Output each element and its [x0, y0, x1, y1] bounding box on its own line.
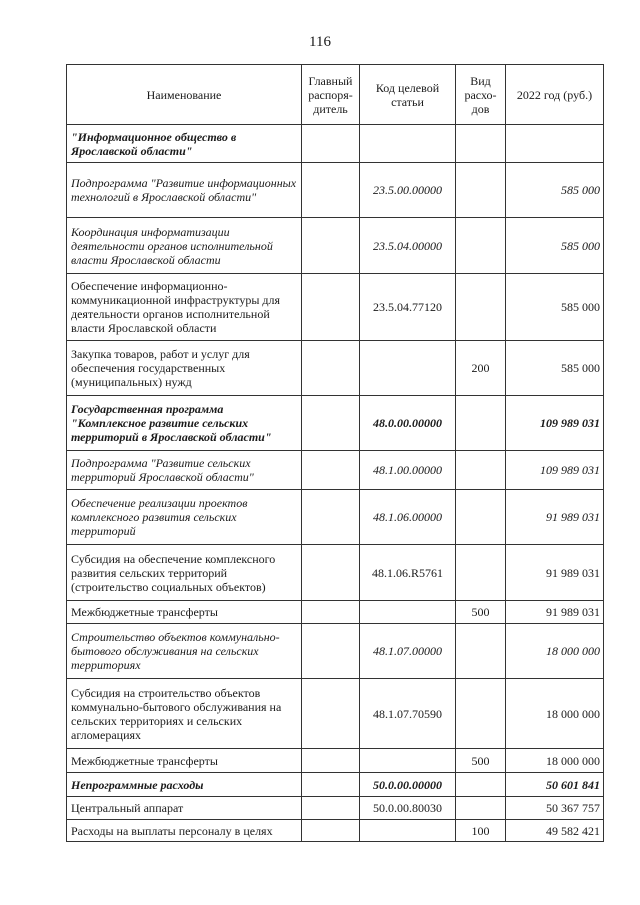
- row-vid: [456, 545, 506, 601]
- row-manager: [302, 163, 360, 218]
- table-row: [67, 624, 604, 679]
- row-vid: 500: [456, 749, 506, 773]
- row-name: Государственная программа "Комплексное развитие сельских территорий в Ярославской области": [67, 396, 302, 451]
- table-row: [67, 797, 604, 820]
- table-row: [67, 274, 604, 341]
- row-sum: 109 989 031: [506, 396, 604, 451]
- row-sum: 109 989 031: [506, 451, 604, 490]
- row-code: [360, 749, 456, 773]
- row-vid: [456, 218, 506, 274]
- row-name: Закупка товаров, работ и услуг для обеспечения государственных (муниципальных) нужд: [67, 341, 302, 396]
- row-vid: 100: [456, 820, 506, 842]
- header-year: 2022 год (руб.): [506, 65, 604, 125]
- row-vid: [456, 396, 506, 451]
- row-name: Подпрограмма "Развитие информационных технологий в Ярославской области": [67, 163, 302, 218]
- header-target-code: Код целевой статьи: [360, 65, 456, 125]
- row-manager: [302, 797, 360, 820]
- table-row: [67, 341, 604, 396]
- table-row: [67, 125, 604, 163]
- row-manager: [302, 773, 360, 797]
- row-code: 23.5.04.00000: [360, 218, 456, 274]
- row-vid: [456, 773, 506, 797]
- row-manager: [302, 601, 360, 624]
- row-manager: [302, 749, 360, 773]
- row-sum: 91 989 031: [506, 601, 604, 624]
- row-name: Центральный аппарат: [67, 797, 302, 820]
- row-code: 48.1.06.00000: [360, 490, 456, 545]
- table-row: [67, 545, 604, 601]
- row-sum: [506, 125, 604, 163]
- row-vid: [456, 163, 506, 218]
- table-row: [67, 396, 604, 451]
- row-manager: [302, 820, 360, 842]
- row-sum: 50 601 841: [506, 773, 604, 797]
- row-sum: 50 367 757: [506, 797, 604, 820]
- row-manager: [302, 624, 360, 679]
- row-code: 48.1.07.00000: [360, 624, 456, 679]
- row-vid: [456, 274, 506, 341]
- row-manager: [302, 490, 360, 545]
- table-row: [67, 679, 604, 749]
- row-sum: 585 000: [506, 274, 604, 341]
- row-name: "Информационное общество в Ярославской области": [67, 125, 302, 163]
- row-vid: [456, 624, 506, 679]
- table-row: [67, 749, 604, 773]
- row-sum: 18 000 000: [506, 749, 604, 773]
- row-sum: 18 000 000: [506, 679, 604, 749]
- row-code: 23.5.00.00000: [360, 163, 456, 218]
- row-manager: [302, 679, 360, 749]
- table-row: [67, 218, 604, 274]
- row-sum: 91 989 031: [506, 490, 604, 545]
- row-name: Подпрограмма "Развитие сельских территорий Ярославской области": [67, 451, 302, 490]
- table-row: [67, 773, 604, 797]
- row-code: [360, 820, 456, 842]
- row-sum: 585 000: [506, 341, 604, 396]
- row-code: 48.1.00.00000: [360, 451, 456, 490]
- table-row: [67, 490, 604, 545]
- row-manager: [302, 396, 360, 451]
- row-name: Координация информатизации деятельности органов исполнительной власти Ярославской области: [67, 218, 302, 274]
- row-code: [360, 341, 456, 396]
- page-number: 116: [309, 34, 331, 50]
- row-code: 50.0.00.00000: [360, 773, 456, 797]
- row-code: 48.1.06.R5761: [360, 545, 456, 601]
- row-vid: [456, 125, 506, 163]
- row-vid: 500: [456, 601, 506, 624]
- row-vid: [456, 797, 506, 820]
- row-code: [360, 601, 456, 624]
- row-sum: 585 000: [506, 163, 604, 218]
- budget-table: [66, 64, 604, 842]
- row-name: Субсидия на обеспечение комплексного развития сельских территорий (строительство социальных объектов): [67, 545, 302, 601]
- row-vid: 200: [456, 341, 506, 396]
- row-name: Непрограммные расходы: [67, 773, 302, 797]
- row-manager: [302, 545, 360, 601]
- row-vid: [456, 679, 506, 749]
- row-vid: [456, 451, 506, 490]
- row-sum: 49 582 421: [506, 820, 604, 842]
- row-sum: 18 000 000: [506, 624, 604, 679]
- row-name: Строительство объектов коммунально-бытового обслуживания на сельских территориях: [67, 624, 302, 679]
- row-vid: [456, 490, 506, 545]
- row-name: Обеспечение информационно-коммуникационной инфраструктуры для деятельности органов исполнительной власти Ярославской области: [67, 274, 302, 341]
- row-code: [360, 125, 456, 163]
- row-name: Межбюджетные трансферты: [67, 601, 302, 624]
- table-header-row: [67, 65, 604, 125]
- row-manager: [302, 451, 360, 490]
- header-expense-type: Вид расхо-дов: [456, 65, 506, 125]
- row-name: Межбюджетные трансферты: [67, 749, 302, 773]
- row-code: 48.0.00.00000: [360, 396, 456, 451]
- row-manager: [302, 125, 360, 163]
- row-code: 50.0.00.80030: [360, 797, 456, 820]
- header-name: Наименование: [67, 65, 302, 125]
- row-sum: 585 000: [506, 218, 604, 274]
- row-manager: [302, 341, 360, 396]
- table-row: [67, 451, 604, 490]
- table-row: [67, 820, 604, 842]
- row-name: Расходы на выплаты персоналу в целях: [67, 820, 302, 842]
- row-manager: [302, 274, 360, 341]
- row-sum: 91 989 031: [506, 545, 604, 601]
- table-row: [67, 163, 604, 218]
- row-manager: [302, 218, 360, 274]
- row-name: Обеспечение реализации проектов комплексного развития сельских территорий: [67, 490, 302, 545]
- table-row: [67, 601, 604, 624]
- row-code: 48.1.07.70590: [360, 679, 456, 749]
- row-code: 23.5.04.77120: [360, 274, 456, 341]
- header-main-manager: Главный распоря-дитель: [302, 65, 360, 125]
- row-name: Субсидия на строительство объектов коммунально-бытового обслуживания на сельских территориях и сельских агломерациях: [67, 679, 302, 749]
